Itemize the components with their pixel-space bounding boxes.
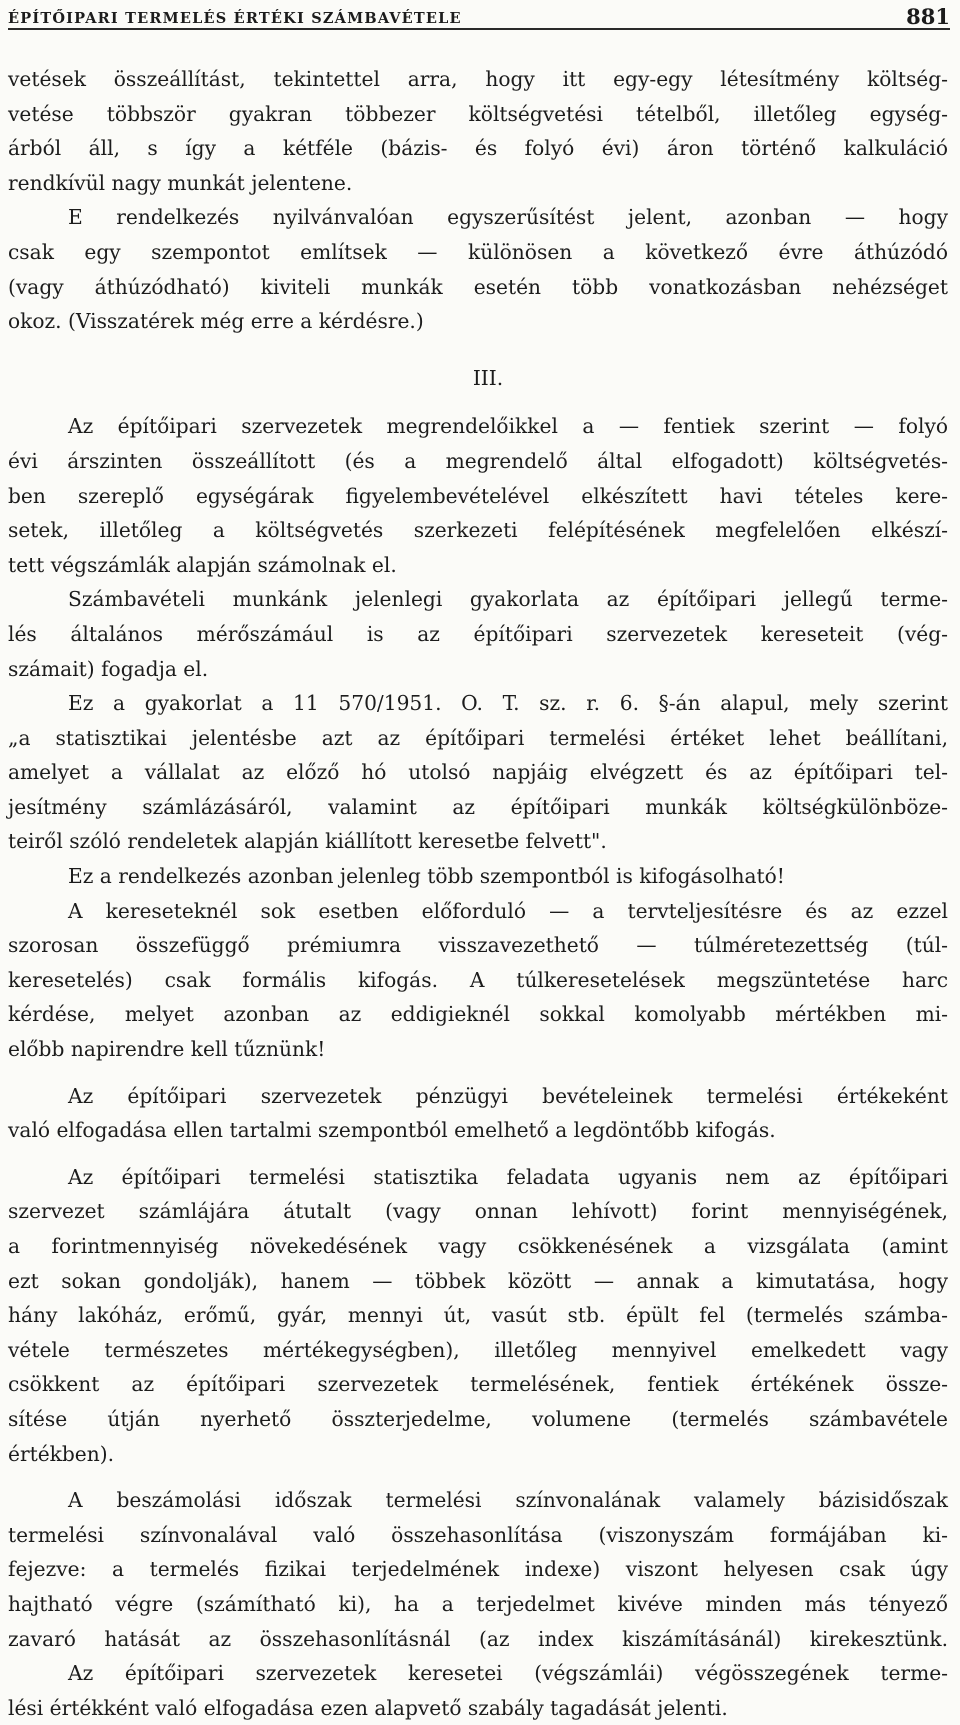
text-line: termelési színvonalával való összehasonlítása (viszonyszám formájában ki- <box>8 1522 948 1547</box>
text-line: lés általános mérőszámául is az építőipari szervezetek kereseteit (vég- <box>8 621 948 646</box>
text-line: vétele természetes mértékegységben), illetőleg mennyivel emelkedett vagy <box>8 1337 948 1362</box>
text-line: árból áll, s így a kétféle (bázis- és folyó évi) áron történő kalkuláció <box>8 136 948 161</box>
text-line: szervezet számlájára átutalt (vagy onnan lehívott) forint mennyiségének, <box>8 1199 948 1224</box>
text-line: Ez a gyakorlat a 11 570/1951. O. T. sz. r. 6. §-án alapul, mely szerint <box>68 691 948 716</box>
text-line: A beszámolási időszak termelési színvonalának valamely bázisidőszak <box>68 1488 948 1513</box>
text-line: a forintmennyiség növekedésének vagy csökkenésének a vizsgálata (amint <box>8 1234 948 1258</box>
text-line: szorosan összefüggő prémiumra visszavezethető — túlméretezettség (túl- <box>8 933 948 958</box>
text-line: rendkívül nagy munkát jelentene. <box>8 170 353 195</box>
text-line: amelyet a vállalat az előző hó utolsó napjáig elvégzett és az építőipari tel- <box>8 760 948 785</box>
text-line: tett végszámlák alapján számolnak el. <box>8 552 397 577</box>
text-line: kérdése, melyet azonban az eddigieknél sokkal komolyabb mértékben mi- <box>8 1002 948 1027</box>
text-line: vetések összeállítást, tekintettel arra, hogy itt egy-egy létesítmény költség- <box>8 67 948 91</box>
text-line: A keresetеknél sok esetben előforduló — a tervteljesítésre és az ezzel <box>68 898 948 923</box>
text-line: sítése útján nyerhető összterjedelme, volumene (termelés számbavétele <box>8 1406 948 1431</box>
text-line: ezt sokan gondolják), hanem — többek között — annak a kimutatása, hogy <box>8 1268 948 1293</box>
text-line: zavaró hatását az összehasonlításnál (az index kiszámításánál) kirekesztünk. <box>8 1626 948 1651</box>
text-line: „a statisztikai jelentésbe azt az építőipari termelési értéket lehet beállítani, <box>8 725 948 750</box>
text-line: csak egy szempontot említsek — különösen a következő évre áthúzódó <box>8 239 948 264</box>
text-line: setek, illetőleg a költségvetés szerkezeti felépítésének megfelelően elkészí- <box>8 518 948 543</box>
text-line: Az építőipari szervezetek pénzügyi bevételeinek termelési értékeként <box>68 1083 948 1108</box>
text-line: keresetelés) csak formális kifogás. A túlkeresetelések megszüntetése harc <box>8 967 948 992</box>
text-line: csökkent az építőipari szervezetek termelésének, fentiek értékének össze- <box>8 1372 948 1397</box>
text-line: ben szereplő egységárak figyelembevételével elkészített havi tételes kere- <box>8 483 948 508</box>
text-line: Az építőipari szervezetek keresetei (végszámlái) végösszegének terme- <box>68 1661 948 1686</box>
text-line: évi árszinten összeállított (és a megrendelő által elfogadott) költségvetés- <box>8 448 948 473</box>
text-line: értékben). <box>8 1441 115 1466</box>
text-line: Ez a rendelkezés azonban jelenleg több szempontból is kifogásolható! <box>68 864 785 889</box>
text-line: való elfogadása ellen tartalmi szempontból emelhető a legdöntőbb kifogás. <box>8 1118 776 1143</box>
text-line: hány lakóház, erőmű, gyár, mennyi út, vasút stb. épült fel (termelés számba- <box>8 1303 948 1328</box>
text-line: hajtható végre (számítható ki), ha a terjedelmet kivéve minden más tényező <box>8 1591 948 1616</box>
text-line: előbb napirendre kell tűznünk! <box>8 1037 326 1062</box>
text-line: okoz. (Visszatérek még erre a kérdésre.) <box>8 309 424 334</box>
text-line: számait) fogadja el. <box>8 656 209 681</box>
text-line: (vagy áthúzódható) kiviteli munkák esetén több vonatkozásban nehézséget <box>8 274 948 299</box>
text-line: teiről szóló rendeletek alapján kiállított keresetbe felvett". <box>8 829 607 854</box>
text-line: jesítmény számlázásáról, valamint az építőipari munkák költségkülönböze- <box>8 794 948 819</box>
text-line: Az építőipari termelési statisztika feladata ugyanis nem az építőipari <box>68 1164 948 1189</box>
text-line: Számbavételi munkánk jelenlegi gyakorlata az építőipari jellegű terme- <box>68 587 948 612</box>
section-heading: III. <box>472 365 504 390</box>
page-number: 881 <box>906 4 950 29</box>
text-line: Az építőipari szervezetek megrendelőikkel a — fentiek szerint — folyó <box>68 414 948 439</box>
text-line: fejezve: a termelés fizikai terjedelmének indexe) viszont helyesen csak úgy <box>8 1557 948 1582</box>
header-title: ÉPÍTŐIPARI TERMELÉS ÉRTÉKI SZÁMBAVÉTELE <box>8 10 462 27</box>
body-text <box>8 62 948 1725</box>
text-line: E rendelkezés nyilvánvalóan egyszerűsítést jelent, azonban — hogy <box>68 205 948 230</box>
running-header <box>8 4 950 30</box>
text-line: vetése többször gyakran többezer költségvetési tételből, illetőleg egység- <box>8 101 948 126</box>
text-line: lési értékként való elfogadása ezen alapvető szabály tagadását jelenti. <box>8 1695 728 1720</box>
